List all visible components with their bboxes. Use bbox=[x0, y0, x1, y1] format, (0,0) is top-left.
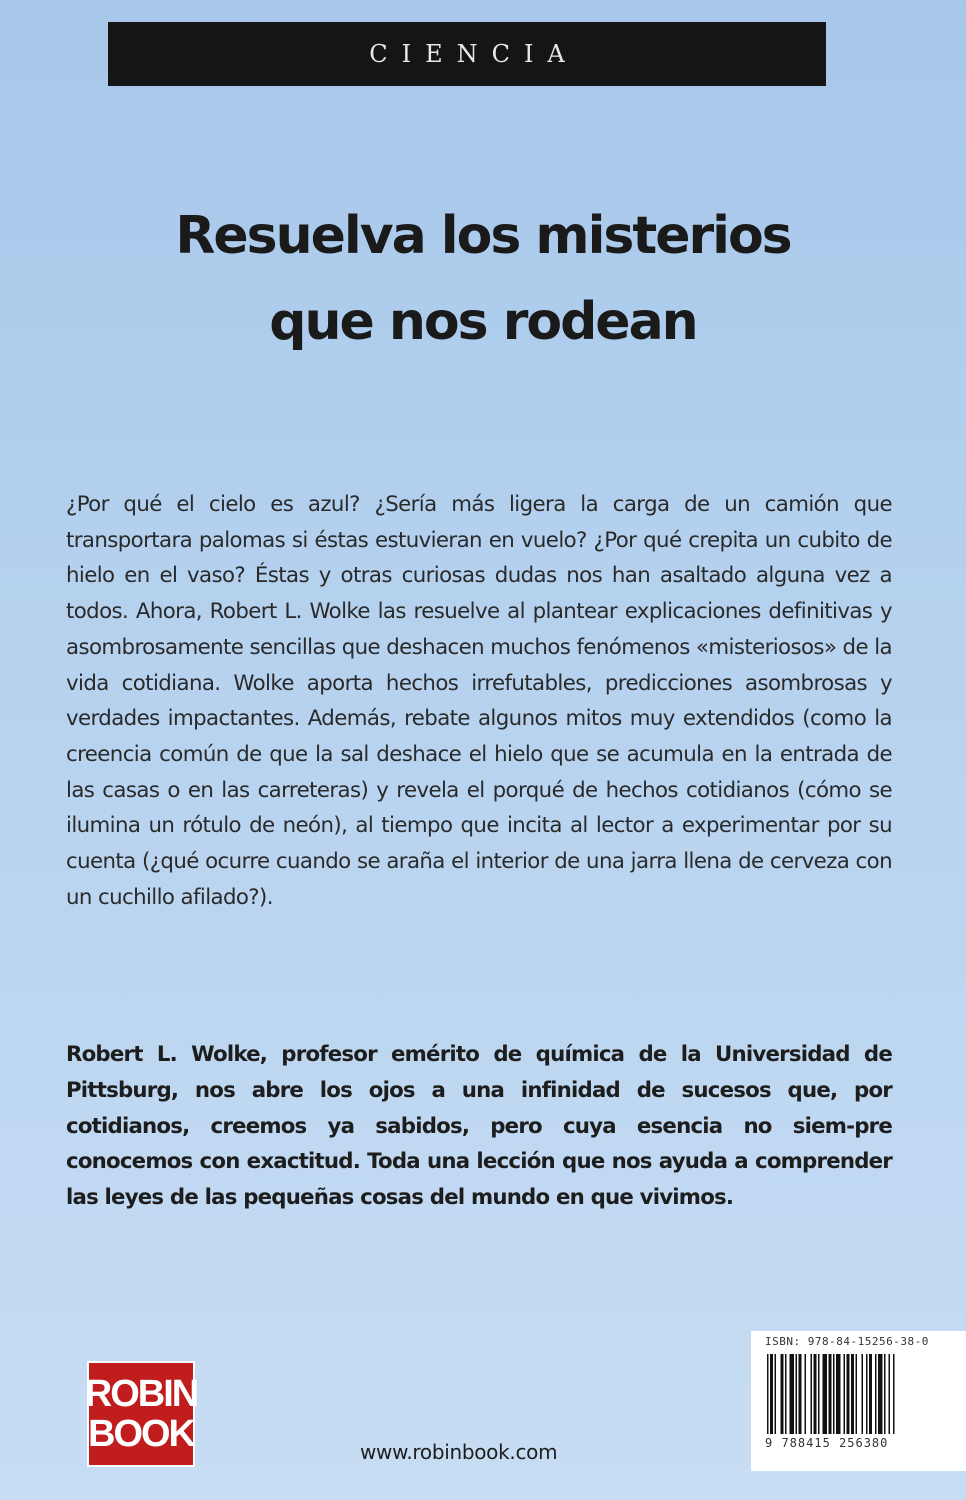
barcode-digits: 9 788415 256380 bbox=[765, 1436, 889, 1450]
book-description: ¿Por qué el cielo es azul? ¿Sería más ligera la carga de un camión que transportara palomas si éstas estuvieran en vuelo? ¿Por qué crepita un cubito de hielo en el vaso? Éstas y otras curiosas dudas nos han asaltado alguna vez a todos. Ahora, Robert L. Wolke las resuelve al plantear explicaciones definitivas y asombrosamente sencillas que deshacen muchos fenómenos «misteriosos» de la vida cotidiana. Wolke aporta hechos irrefutables, predicciones asombrosas y verdades impactantes. Además, rebate algunos mitos muy extendidos (como la creencia común de que la sal deshace el hielo que se acumula en la entrada de las casas o en las carreteras) y revela el porqué de hechos cotidianos (cómo se ilumina un rótulo de neón), al tiempo que incita al lector a experimentar por su cuenta (¿qué ocurre cuando se araña el interior de una jarra llena de cerveza con un cuchillo afilado?). bbox=[66, 492, 892, 910]
isbn-label: ISBN: 978-84-15256-38-0 bbox=[765, 1335, 929, 1348]
book-title-line-1: Resuelva los misterios bbox=[175, 206, 791, 266]
book-title-line-2: que nos rodean bbox=[269, 292, 697, 352]
barcode-icon bbox=[765, 1354, 955, 1434]
author-bio: Robert L. Wolke, profesor emérito de química de la Universidad de Pittsburg, nos abre los ojos a una infinidad de sucesos que, por cotidianos, creemos ya sabidos, pero cuya esencia no siem-pre conocemos con exactitud. Toda una lección que nos ayuda a comprender las leyes de las pequeñas cosas del mundo en que vivimos. bbox=[66, 1042, 892, 1211]
publisher-logo bbox=[84, 1361, 198, 1467]
barcode-panel bbox=[751, 1331, 966, 1471]
section-label: CIENCIA bbox=[369, 40, 579, 68]
publisher-logo-line-1: ROBIN bbox=[84, 1373, 198, 1415]
publisher-website: www.robinbook.com bbox=[360, 1440, 558, 1464]
publisher-logo-line-2: BOOK bbox=[88, 1413, 194, 1455]
section-banner bbox=[108, 22, 826, 86]
